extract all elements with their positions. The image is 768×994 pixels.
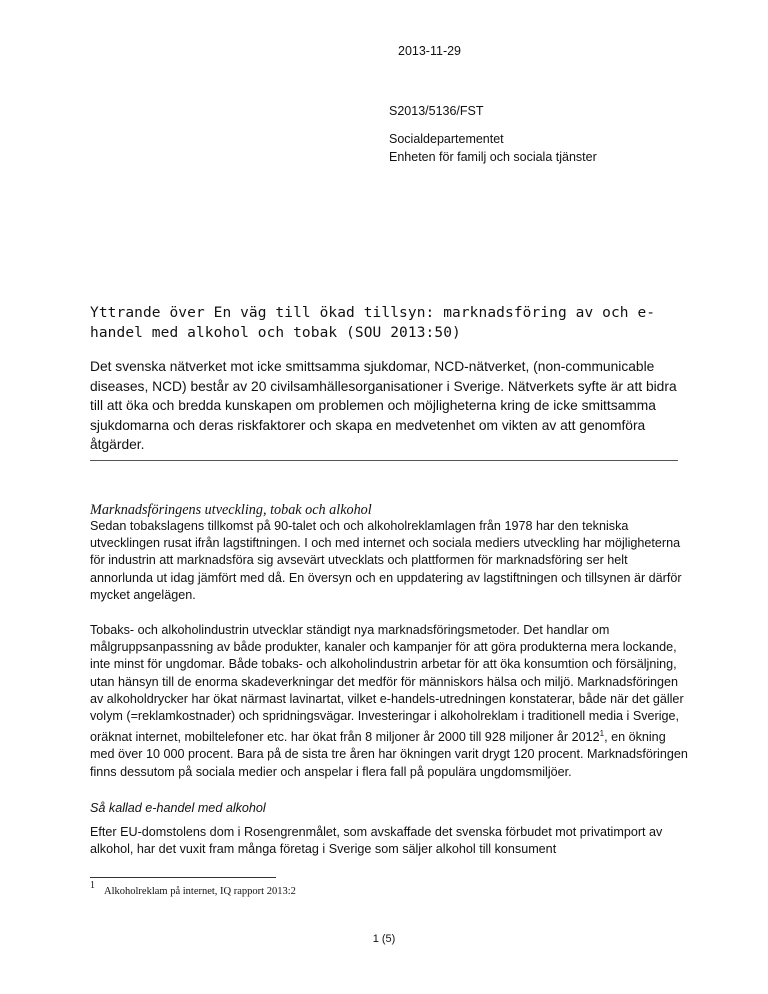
page-number: 1 (5)	[372, 933, 396, 945]
recipient-department: Socialdepartementet	[389, 132, 504, 146]
footnote-reference[interactable]: 1	[599, 729, 605, 739]
footnote-number: 1	[90, 880, 95, 891]
section-divider	[90, 460, 678, 461]
recipient-unit: Enheten för familj och sociala tjänster	[389, 150, 597, 164]
footnote-divider	[90, 877, 276, 878]
paragraph-marketing-2	[90, 622, 690, 781]
reference-number: S2013/5136/FST	[389, 104, 484, 118]
recipient-block	[389, 130, 597, 166]
paragraph-ehandel-1: Efter EU-domstolens dom i Rosengrenmålet, som avskaffade det svenska förbudet mot privatimport av alkohol, har det vuxit fram många företag i Sverige som säljer alkohol till konsument	[90, 825, 663, 857]
section-heading-ehandel: Så kallad e-handel med alkohol	[90, 801, 266, 815]
intro-paragraph: Det svenska nätverket mot icke smittsamma sjukdomar, NCD-nätverket, (non-communicable diseases, NCD) består av 20 civilsamhällesorganisationer i Sverige. Nätverkets syfte är att bidra till att öka och bredda kunskapen om problemen och möjligheterna kring de icke smittsamma sjukdomarna och deras riskfaktorer och skapa en medvetenhet om vikten av att genomföra åtgärder.	[90, 359, 677, 453]
footnote-text: Alkoholreklam på internet, IQ rapport 2013:2	[104, 886, 296, 897]
paragraph-marketing-2-part-b: , en ökning med över 10 000 procent. Bara på de sista tre åren har ökningen varit drygt 120 procent. Marknadsföringen finns dessutom på sociala medier och anspelar i flera fall på populära ungdomsmiljöer.	[90, 730, 688, 779]
paragraph-marketing-2-part-a: Tobaks- och alkoholindustrin utvecklar ständigt nya marknadsföringsmetoder. Det handlar om målgruppsanpassning av både produkter, kanaler och kampanjer för att göra produkterna mera lockande, inte minst för ungdomar. Både tobaks- och alkoholindustrin arbetar för att öka konsumtion och försäljning, utan hänsyn till de enorma skadeverkningar det medför för människors hälsa och miljö. Marknadsföringen av alkoholdrycker har ökat närmast lavinartat, vilket e-handels-utredningen konstaterar, både när det gäller volym (=reklamkostnader) och spridningsvägar. Investeringar i alkoholreklam i traditionell media i Sverige, oräknat internet, mobiltelefoner etc. har ökat från 8 miljoner år 2000 till 928 miljoner år 2012	[90, 623, 684, 745]
footnote	[90, 880, 296, 897]
paragraph-marketing-1: Sedan tobakslagens tillkomst på 90-talet och och alkoholreklamlagen från 1978 har den tekniska utvecklingen rusat ifrån lagstiftningen. I och med internet och sociala mediers utveckling har möjligheterna för industrin att marknadsföra sig avsevärt utvecklats och plattformen för marknadsföring ser helt annorlunda ut idag jämfört med då. En översyn och en uppdatering av lagstiftningen och tillsynen är därför mycket angelägen.	[90, 519, 682, 602]
document-date: 2013-11-29	[398, 44, 462, 58]
document-title: Yttrande över En väg till ökad tillsyn: marknadsföring av och e-handel med alkohol och tobak (SOU 2013:50)	[90, 305, 656, 341]
section-heading-marketing: Marknadsföringens utveckling, tobak och alkohol	[90, 502, 372, 518]
